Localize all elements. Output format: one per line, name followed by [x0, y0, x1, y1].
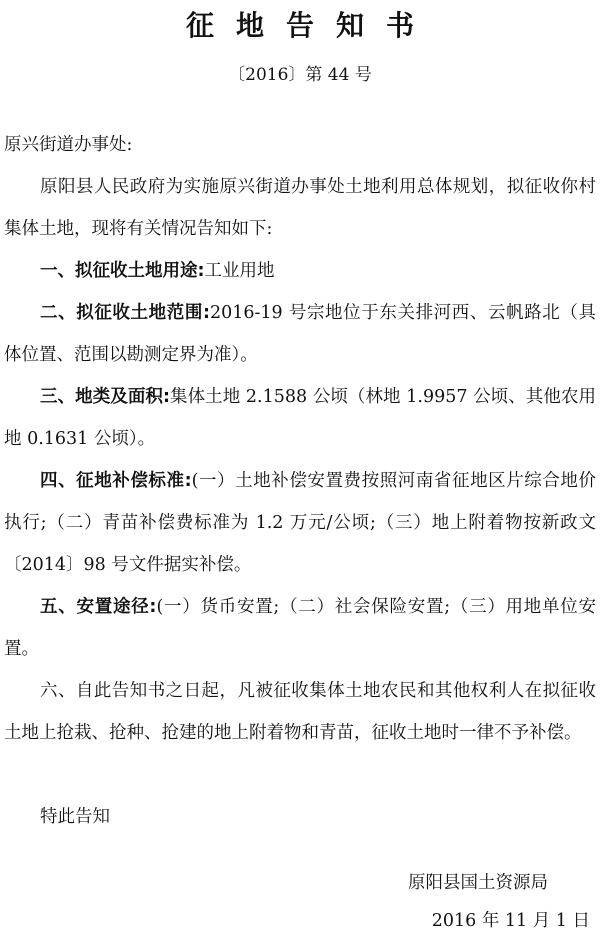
issue-date: 2016 年 11 月 1 日 [431, 911, 590, 931]
section-notice-clause [4, 670, 596, 754]
section-resettlement [4, 586, 596, 670]
section-land-scope [4, 292, 596, 376]
document-title: 征地告知书 [185, 9, 436, 42]
section-compensation [4, 460, 596, 586]
section-text: 六、自此告知书之日起，凡被征收集体土地农民和其他权利人在拟征收土地上抢栽、抢种、抢建的地上附着物和青苗，征收土地时一律不予补偿。 [4, 681, 596, 743]
intro-paragraph: 原阳县人民政府为实施原兴街道办事处土地利用总体规划，拟征收你村集体土地，现将有关情况告知如下: [4, 177, 596, 239]
section-heading: 一、拟征收土地用途: [40, 261, 205, 281]
section-land-type-area [4, 376, 596, 460]
section-land-use [4, 250, 596, 292]
issuer-signature: 原阳县国土资源局 [408, 873, 548, 893]
section-text: 集体土地 2.1588 公顷（林地 1.9957 公顷、其他农用地 0.1631 公顷）。 [4, 387, 597, 449]
section-heading: 四、征地补偿标准: [40, 471, 192, 491]
closing-line: 特此告知 [40, 807, 110, 827]
section-heading: 二、拟征收土地范围: [40, 303, 210, 323]
section-text: 2016-19 号宗地位于东关排河西、云帆路北（具体位置、范围以勘测定界为准）。 [4, 303, 597, 365]
document-number: 〔2016〕第 44 号 [228, 65, 372, 85]
section-heading: 五、安置途径: [40, 597, 157, 617]
section-text: (一）货币安置;（二）社会保险安置;（三）用地单位安置。 [4, 597, 597, 659]
section-text: 工业用地 [204, 261, 275, 281]
section-text: (一）土地补偿安置费按照河南省征地区片综合地价执行;（二）青苗补偿费标准为 1.2 万元/公顷;（三）地上附着物按新政文〔2014〕98 号文件据实补偿。 [4, 471, 596, 575]
recipient-line: 原兴街道办事处: [4, 135, 133, 155]
section-heading: 三、地类及面积: [40, 387, 170, 407]
